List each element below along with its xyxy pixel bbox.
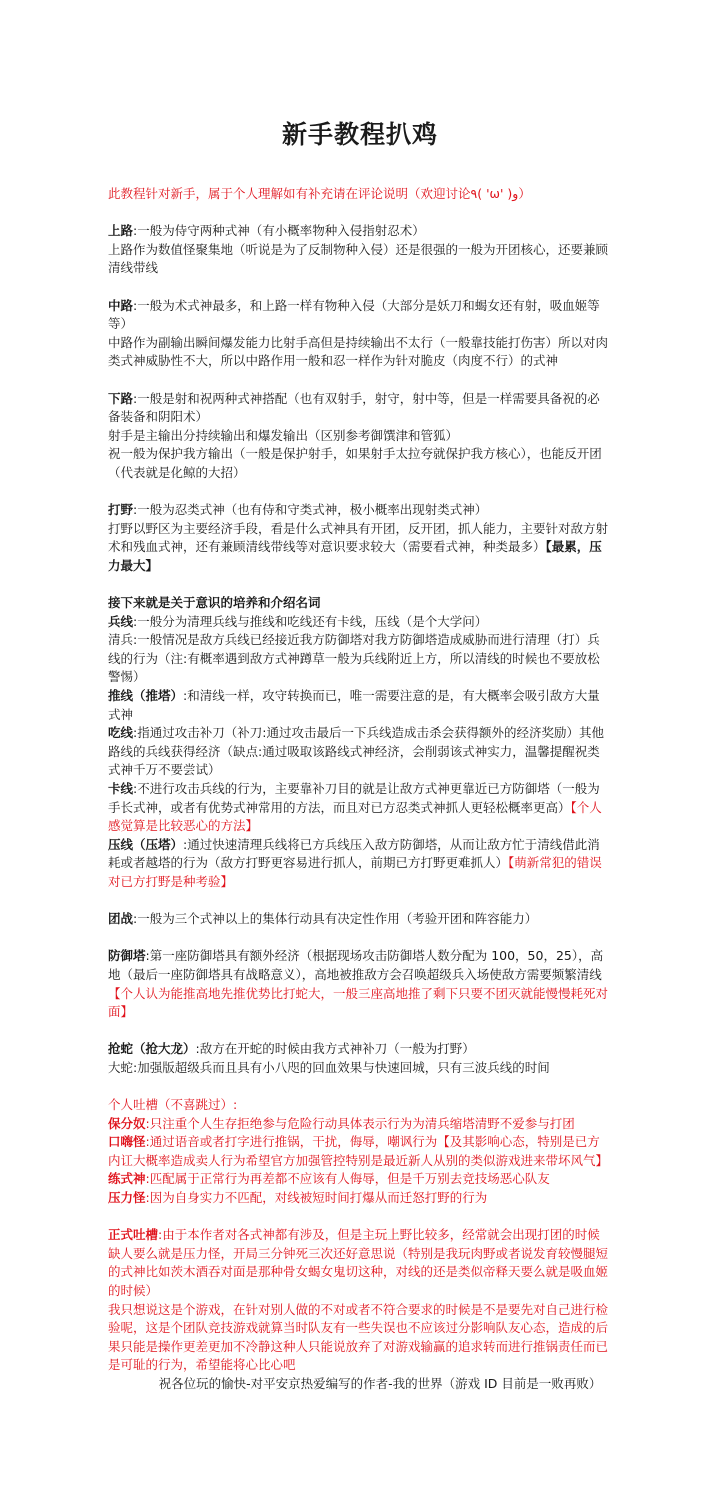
term-bot-lane: 下路 [108,390,134,406]
jungle-detail: 打野以野区为主要经济手段，看是什么式神具有开团，反开团，抓人能力，主要针对敌方射术和残血式神，还有兼顾清线带线等对意识要求较大（需要看式神，种类最多）【最累，压力最大】 [108,520,609,573]
bot-lane-desc: 下路:一般是射和祝两种式神搭配（也有双射手，射守，射中等，但是一样需要具备祝的必备装备和阴阳术） [108,390,600,425]
signature-line: 祝各位玩的愉快-对平安京热爱编写的作者-我的世界（游戏 ID 目前是一败再败） [158,1376,602,1391]
slow-push-desc: 压线（压塔）:通过快速清理兵线将已方兵线压入敌方防御塔，从而让敌方忙于清线借此消耗或者越塔的行为（敌方打野更容易进行抓人，前期已方打野更难抓人）【萌新常犯的错误对已方打野是种考验】 [108,836,602,889]
rant-item: 压力怪:因为自身实力不匹配，对线被短时间打爆从而迁怒打野的行为 [108,1190,488,1206]
rant-item: 口嗨怪:通过语音或者打字进行推锅，干扰，侮辱，嘲讽行为【及其影响心态，特别是已方内讧大概率造成卖人行为希望官方加强管控特别是最近新人从别的类似游戏进来带坏风气】 [108,1134,609,1168]
eat-wave-desc: 吃线:指通过攻击补刀（补刀:通过攻击最后一下兵线造成击杀会获得额外的经济奖励）其他路线的兵线获得经济（缺点:通过吸取该路线式神经济，会削弱该式神实力，温馨提醒祝类式神千万不要尝试） [108,725,604,778]
bot-lane-support: 祝一般为保护我方输出（一般是保护射手，如果射手太拉夸就保护我方核心），也能反开团（代表就是化鲸的大招） [108,446,602,480]
intro-text: 此教程针对新手，属于个人理解如有补充请在评论说明（欢迎讨论٩( 'ω' )و） [108,186,531,201]
minion-wave-desc: 兵线:一般分为清理兵线与推线和吃线还有卡线，压线（是个大学问） [108,613,488,629]
formal-rant: 正式吐槽:由于本作者对各式神都有涉及，但是主玩上野比较多，经常就会出现打团的时候缺人要么就是压力怪，开局三分钟死三次还好意思说（特别是我玩肉野或者说发育较慢腿短的式神比如茨木酒吞对面是那种骨女蝎女鬼切这种，对线的还是类似帝释天要么就是吸血姬的时候） [108,1227,609,1299]
snake-steal-desc: 抢蛇（抢大龙）:敌方在开蛇的时候由我方式神补刀（一般为打野） [108,1041,475,1057]
formal-rant-closing: 我只想说这是个游戏，在针对别人做的不对或者不符合要求的时候是不是要先对自己进行检验呢，这是个团队竞技游戏就算当时队友有一些失误也不应该过分影响队友心态，造成的后果只能是操作更差更加不冷静这种人只能说放弃了对游戏输赢的追求转而进行推锅责任而已是可耻的行为，希望能将心比心吧 [108,1301,609,1373]
term-top-lane: 上路 [108,223,134,239]
mid-lane-desc: 中路:一般为术式神最多，和上路一样有物种入侵（大部分是妖刀和蝎女还有射，吸血姬等等） [108,297,600,332]
clear-wave-desc: 清兵:一般情况是敌方兵线已经接近我方防御塔对我方防御塔造成威胁而进行清理（打）兵线的行为（注:有概率遇到敌方式神蹲草一般为兵线附近上方，所以清线的时候也不要放松警惕） [108,632,600,685]
awareness-heading: 接下来就是关于意识的培养和介绍名词 [108,595,321,611]
jungle-desc: 打野:一般为忍类式神（也有侍和守类式神，极小概率出现射类式神） [108,502,488,518]
big-snake-desc: 大蛇:加强版超级兵而且具有小八咫的回血效果与快速回城，只有三波兵线的时间 [108,1059,550,1075]
rant-item: 保分奴:只注重个人生存拒绝参与危险行动具体表示行为为清兵缩塔清野不爱参与打团 [108,1115,575,1131]
top-lane-detail: 上路作为数值怪聚集地（听说是为了反制物种入侵）还是很强的一般为开团核心，还要兼顾清线带线 [108,241,609,276]
teamfight-desc: 团战:一般为三个式神以上的集体行动具有决定性作用（考验开团和阵容能力） [108,911,538,927]
bot-lane-adc: 射手是主输出分持续输出和爆发输出（区别参考御馔津和管狐） [108,427,459,443]
term-mid-lane: 中路 [108,297,134,313]
push-wave-desc: 推线（推塔）:和清线一样，攻守转换而已，唯一需要注意的是，有大概率会吸引敌方大量式神 [108,688,600,722]
top-lane-desc: 上路:一般为侍守两种式神（有小概率物种入侵指射忍术） [108,223,425,239]
term-jungle: 打野 [108,502,134,518]
rant-heading: 个人吐槽（不喜跳过）: [108,1097,238,1113]
rant-item: 练式神:匹配属于正常行为再差都不应该有人侮辱，但是千万别去竞技场恶心队友 [108,1171,550,1187]
page-title: 新手教程扒鸡 [281,120,438,149]
freeze-wave-desc: 卡线:不进行攻击兵线的行为，主要靠补刀目的就是让敌方式神更靠近已方防御塔（一般为手长式神，或者有优势式神常用的方法，而且对已方忍类式神抓人更轻松概率更高）【个人感觉算是比较恶心的方法】 [108,781,602,834]
tower-desc: 防御塔:第一座防御塔具有额外经济（根据现场攻击防御塔人数分配为 100，50，25），高地（最后一座防御塔具有战略意义），高地被推敌方会召唤超级兵入场使敌方需要频繁清线【个人认为能推高地先推优势比打蛇大，一般三座高地推了剩下只要不团灭就能慢慢耗死对面】 [108,948,609,1020]
mid-lane-detail: 中路作为副输出瞬间爆发能力比射手高但是持续输出不太行（一般靠技能打伤害）所以对肉类式神威胁性不大，所以中路作用一般和忍一样作为针对脆皮（肉度不行）的式神 [108,334,609,369]
